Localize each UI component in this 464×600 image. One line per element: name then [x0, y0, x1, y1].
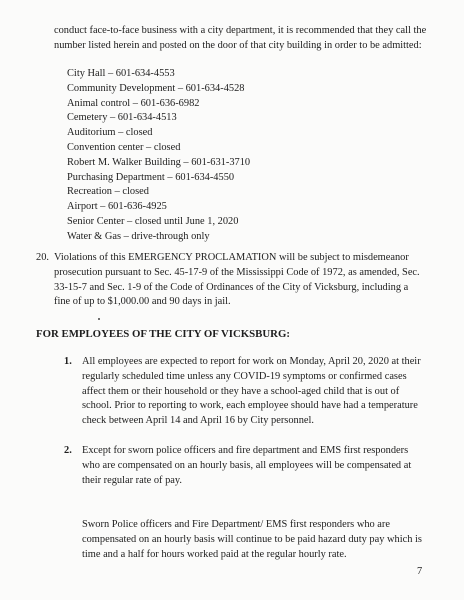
item-text: Except for sworn police officers and fire department and EMS first responders who are compensated on an hourly basis, all employees will be compensated at their regular rate of pay. — [82, 444, 412, 486]
contact-item: Community Development – 601-634-4528 — [67, 82, 245, 94]
employee-item-2 — [64, 444, 434, 488]
contact-item: Auditorium – closed — [67, 127, 153, 139]
contact-item: Animal control – 601-636-6982 — [67, 97, 200, 109]
contact-item: Senior Center – closed until June 1, 2020 — [67, 215, 239, 227]
contact-list — [67, 67, 407, 245]
employee-list — [64, 355, 434, 488]
scan-mark — [98, 318, 100, 320]
contact-item: Cemetery – 601-634-4513 — [67, 112, 177, 124]
contact-item: Purchasing Department – 601-634-4550 — [67, 171, 235, 183]
contact-item: Airport – 601-636-4925 — [67, 201, 167, 213]
item-number: 2. — [64, 444, 72, 456]
employees-heading: FOR EMPLOYEES OF THE CITY OF VICKSBURG: — [36, 328, 290, 340]
item-text: All employees are expected to report for work on Monday, April 20, 2020 at their regularly scheduled time unless any COVID-19 symptoms or confirmed cases affect them or their household or they have a school-aged child that is out of school. Prior to reporting to work, each employee should have had a temperature check between April 14 and April 16 by City personnel. — [82, 356, 421, 427]
contact-item: Convention center – closed — [67, 141, 181, 153]
item-number: 20. — [36, 252, 49, 263]
item-text: Violations of this EMERGENCY PROCLAMATION will be subject to misdemeanor prosecution pursuant to Sec. 45-17-9 of the Mississippi Code of 1972, as amended, Sec. 33-15-7 and Sec. 1-9 of the Code of Ordinances of the City of Vicksburg, including a fine of up to $1,000.00 and 90 days in jail. — [54, 252, 420, 308]
numbered-item-20 — [36, 251, 436, 310]
intro-paragraph: conduct face-to-face business with a city department, it is recommended that they call the number listed herein and posted on the door of that city building in order to be admitted: — [54, 25, 427, 51]
contact-item: Recreation – closed — [67, 186, 149, 198]
page-number: 7 — [417, 566, 423, 577]
contact-item: Robert M. Walker Building – 601-631-3710 — [67, 156, 251, 168]
closing-paragraph: Sworn Police officers and Fire Department/ EMS first responders who are compensated on an hourly basis will continue to be paid hazard duty pay which is time and a half for hours worked paid at the regular hourly rate. — [82, 519, 422, 560]
contact-item: Water & Gas – drive-through only — [67, 230, 210, 242]
contact-item: City Hall – 601-634-4553 — [67, 68, 175, 79]
employee-item-1 — [64, 355, 434, 429]
item-number: 1. — [64, 356, 72, 367]
